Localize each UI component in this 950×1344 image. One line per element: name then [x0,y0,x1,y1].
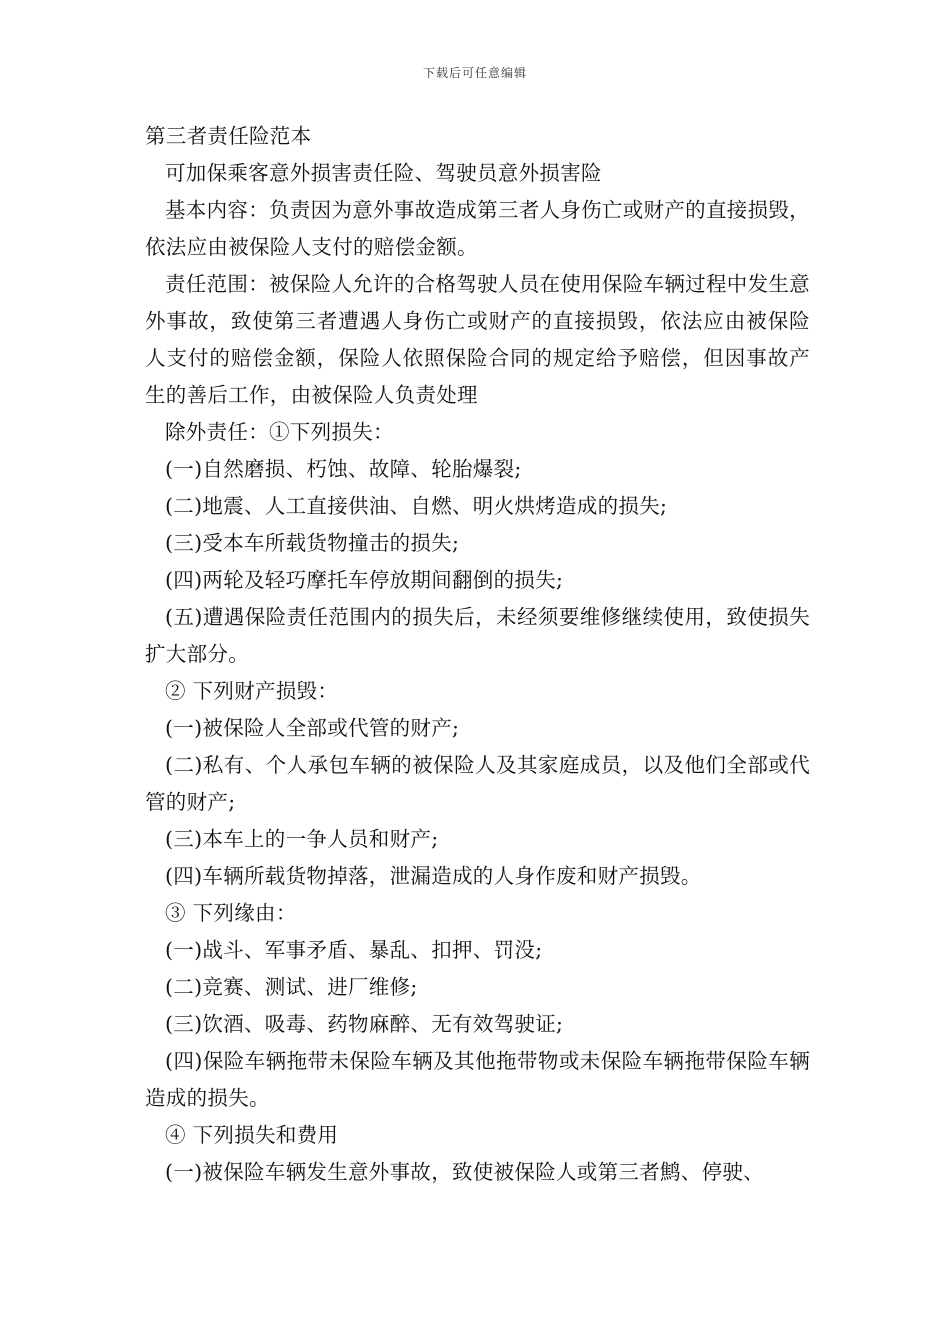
list-item: (五)遭遇保险责任范围内的损失后，未经须要维修继续使用，致使损失扩大部分。 [145,605,810,666]
paragraph-exclusions-heading: 除外责任：①下列损失： [165,420,394,444]
section-heading-losses-and-costs: ④ 下列损失和费用 [165,1123,339,1147]
list-item: (一)自然磨损、朽蚀、故障、轮胎爆裂; [165,457,522,481]
paragraph-additional-coverage: 可加保乘客意外损害责任险、驾驶员意外损害险 [165,161,602,185]
list-item: (一)战斗、军事矛盾、暴乱、扣押、罚没; [165,938,543,962]
list-item: (一)被保险人全部或代管的财产; [165,716,460,740]
page-header: 下载后可任意编辑 [422,66,527,80]
list-item: (三)饮酒、吸毒、药物麻醉、无有效驾驶证; [165,1012,564,1036]
list-item: (二)竞赛、测试、进厂维修; [165,975,418,999]
list-item: (三)受本车所载货物撞击的损失; [165,531,460,555]
list-item: (四)车辆所载货物掉落，泄漏造成的人身作废和财产损毁。 [165,864,702,888]
list-item: (四)保险车辆拖带未保险车辆及其他拖带物或未保险车辆拖带保险车辆造成的损失。 [145,1049,810,1110]
list-item: (四)两轮及轻巧摩托车停放期间翻倒的损失; [165,568,564,592]
list-item: (一)被保险车辆发生意外事故，致使被保险人或第三者鹪、停驶、 [165,1160,764,1184]
section-heading-property-damage: ② 下列财产损毁： [165,679,339,703]
paragraph-scope-of-liability: 责任范围：被保险人允许的合格驾驶人员在使用保险车辆过程中发生意外事故，致使第三者遭遇人身伤亡或财产的直接损毁，依法应由被保险人支付的赔偿金额，保险人依照保险合同的规定给予赔偿，但因事故产生的善后工作，由被保险人负责处理 [145,272,810,407]
list-item: (二)私有、个人承包车辆的被保险人及其家庭成员，以及他们全部或代管的财产; [145,753,810,814]
document-title: 第三者责任险范本 [145,124,312,148]
document-body [145,118,810,1191]
paragraph-basic-content: 基本内容：负责因为意外事故造成第三者人身伤亡或财产的直接损毁，依法应由被保险人支付的赔偿金额。 [145,198,810,259]
section-heading-causes: ③ 下列缘由： [165,901,297,925]
list-item: (二)地震、人工直接供油、自燃、明火烘烤造成的损失; [165,494,668,518]
list-item: (三)本车上的一争人员和财产; [165,827,439,851]
